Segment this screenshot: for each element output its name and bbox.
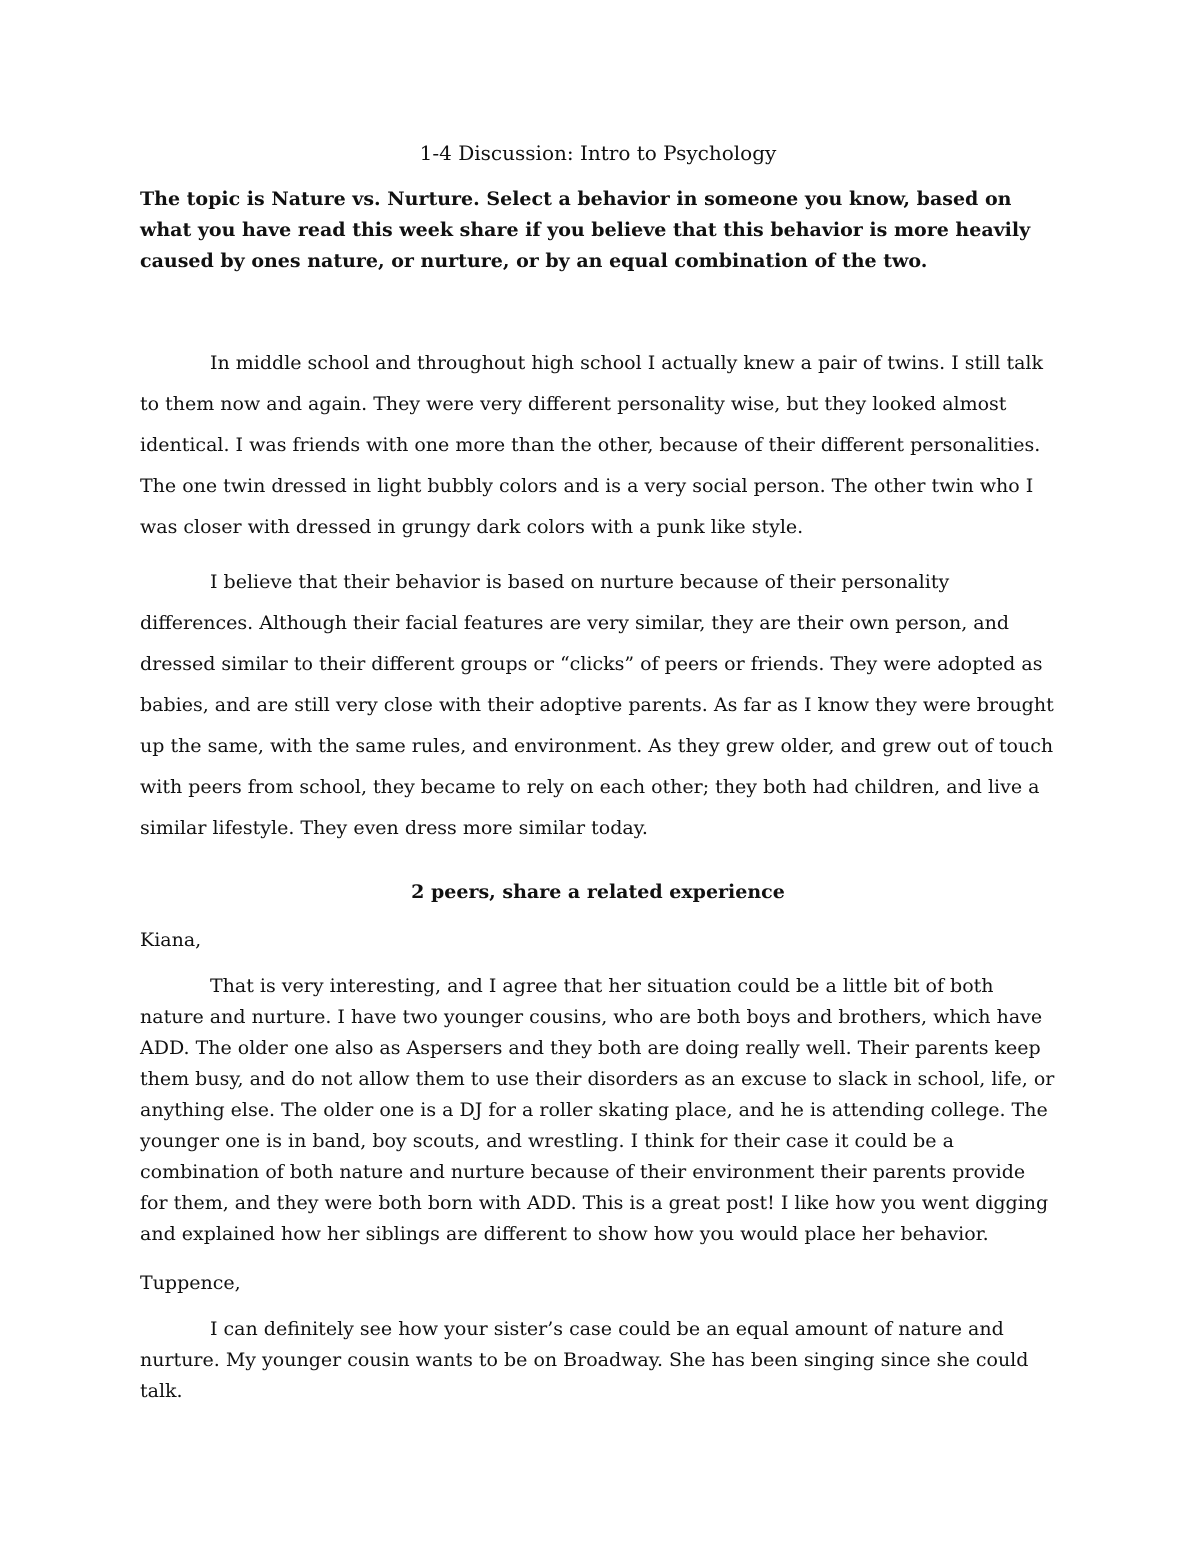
essay-paragraph: I believe that their behavior is based on nurture because of their personality differences. Although their facial features are very similar, they are their own person, and dressed similar to their different groups or “clicks” of peers or friends. They were adopted as babies, and are still very close with their adoptive parents. As far as I know they were brought up the same, with the same rules, and environment. As they grew older, and grew out of touch with peers from school, they became to rely on each other; they both had children, and live a similar lifestyle. They even dress more similar today.: [140, 571, 1054, 839]
discussion-prompt: The topic is Nature vs. Nurture. Select a behavior in someone you know, based on what you have read this week share if you believe that this behavior is more heavily caused by ones nature, or nurture, or by an equal combination of the two.: [140, 188, 1031, 272]
reply-text: That is very interesting, and I agree that her situation could be a little bit of both nature and nurture. I have two younger cousins, who are both boys and brothers, which have ADD. The older one also as Aspersers and they both are doing really well. Their parents keep them busy, and do not allow them to use their disorders as an excuse to slack in school, life, or anything else. The older one is a DJ for a roller skating place, and he is attending college. The younger one is in band, boy scouts, and wrestling. I think for their case it could be a combination of both nature and nurture because of their environment their parents provide for them, and they were both born with ADD. This is a great post! I like how you went digging and explained how her siblings are different to show how you would place her behavior.: [140, 975, 1055, 1245]
reply-salutation: Tuppence,: [140, 1272, 241, 1294]
essay-paragraph: In middle school and throughout high school I actually knew a pair of twins. I still talk to them now and again. They were very different personality wise, but they looked almost identical. I was friends with one more than the other, because of their different personalities. The one twin dressed in light bubbly colors and is a very social person. The other twin who I was closer with dressed in grungy dark colors with a punk like style.: [140, 352, 1044, 538]
essay-body: [140, 343, 1056, 849]
peers-heading: 2 peers, share a related experience: [411, 881, 785, 903]
document-title: 1-4 Discussion: Intro to Psychology: [419, 141, 777, 165]
peer-reply: [140, 925, 1056, 1250]
reply-text: I can definitely see how your sister’s case could be an equal amount of nature and nurture. My younger cousin wants to be on Broadway. She has been singing since she could talk.: [140, 1318, 1029, 1402]
peer-reply: [140, 1268, 1056, 1407]
reply-salutation: Kiana,: [140, 929, 202, 951]
document-page: [140, 138, 1056, 1425]
